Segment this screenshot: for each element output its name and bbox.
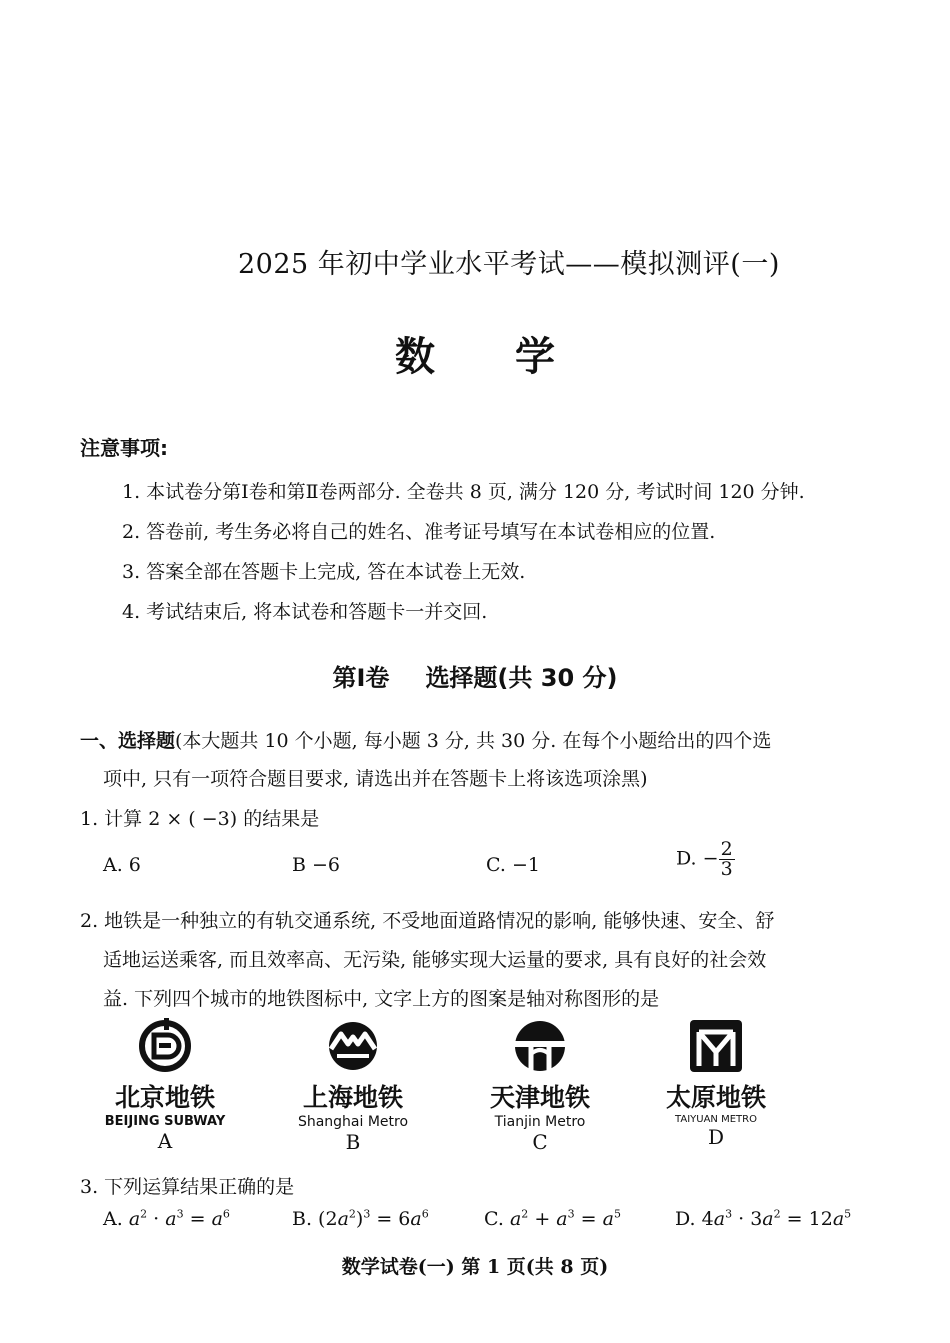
exam-title: 2025 年初中学业水平考试——模拟测评(一)	[238, 249, 780, 280]
q3-option-a-label: A.	[103, 1208, 123, 1230]
logo-option-a	[95, 1018, 235, 1153]
q3-option-d-label: D.	[675, 1208, 696, 1230]
q3-option-c: C. $a^2 + a^3 = a^5$	[484, 1207, 621, 1230]
q1-option-d-fraction	[719, 840, 735, 879]
logo-c-letter: C	[532, 1130, 548, 1154]
q3-option-b-label: B.	[292, 1208, 313, 1230]
q1-option-d-prefix: D. −	[676, 847, 719, 870]
logo-b-english: Shanghai Metro	[297, 1114, 409, 1130]
logo-c-chinese: 天津地铁	[489, 1083, 590, 1112]
q3-option-a: A. $a^2 \cdot a^3 = a^6$	[103, 1207, 230, 1230]
section-heading: 选择题(共 30 分)	[425, 664, 618, 692]
notes-heading: 注意事项:	[80, 436, 168, 460]
taiyuan-metro-icon	[686, 1018, 746, 1074]
note-item: 3. 答案全部在答题卡上完成, 答在本试卷上无效.	[122, 561, 526, 583]
note-item: 2. 答卷前, 考生务必将自己的姓名、准考证号填写在本试卷相应的位置.	[122, 521, 716, 543]
fraction-denominator: 3	[720, 858, 733, 880]
logo-b-letter: B	[345, 1130, 361, 1154]
logo-d-chinese: 太原地铁	[665, 1083, 766, 1112]
tianjin-metro-icon	[510, 1018, 570, 1074]
logo-a-chinese: 北京地铁	[114, 1083, 215, 1112]
logo-option-b	[283, 1018, 423, 1154]
logo-b-chinese: 上海地铁	[302, 1083, 403, 1112]
q3-option-b: B. $(2a^2)^3 = 6a^6$	[292, 1207, 429, 1230]
q3-stem: 3. 下列运算结果正确的是	[80, 1176, 295, 1198]
q1-option-c: C. −1	[486, 854, 540, 876]
logo-option-d	[646, 1018, 786, 1149]
q2-stem-line3: 益. 下列四个城市的地铁图标中, 文字上方的图案是轴对称图形的是	[103, 988, 660, 1010]
fraction-numerator: 2	[720, 838, 733, 860]
page-footer: 数学试卷(一) 第 1 页(共 8 页)	[341, 1256, 609, 1278]
q1-option-a: A. 6	[103, 854, 141, 876]
q2-stem-line1: 2. 地铁是一种独立的有轨交通系统, 不受地面道路情况的影响, 能够快速、安全、舒	[80, 910, 775, 932]
q1-option-d	[676, 840, 735, 879]
logo-d-english: TAIYUAN METRO	[675, 1114, 757, 1125]
part1-desc-line1: (本大题共 10 个小题, 每小题 3 分, 共 30 分. 在每个小题给出的四个选	[175, 730, 772, 752]
part1-instruction	[80, 726, 771, 753]
subject-title: 数学	[395, 333, 635, 380]
logo-c-english: Tianjin Metro	[494, 1114, 586, 1130]
shanghai-metro-icon	[323, 1018, 383, 1074]
part1-label: 一、选择题	[80, 730, 176, 752]
q1-option-b: B −6	[292, 854, 341, 876]
q2-stem-line2: 适地运送乘客, 而且效率高、无污染, 能够实现大运量的要求, 具有良好的社会效	[103, 949, 767, 971]
note-item: 1. 本试卷分第Ⅰ卷和第Ⅱ卷两部分. 全卷共 8 页, 满分 120 分, 考试时间 120 分钟.	[122, 481, 805, 503]
logo-a-english: BEIJING SUBWAY	[104, 1114, 226, 1129]
logo-a-letter: A	[157, 1129, 173, 1153]
section-title	[0, 658, 950, 693]
part1-desc-line2: 项中, 只有一项符合题目要求, 请选出并在答题卡上将该选项涂黑)	[103, 768, 648, 790]
beijing-subway-icon	[135, 1018, 195, 1074]
q3-option-d: D. $4a^3 \cdot 3a^2 = 12a^5$	[675, 1207, 852, 1230]
q1-stem: 1. 计算 2 × ( −3) 的结果是	[80, 808, 320, 830]
section-label: 第Ⅰ卷	[332, 664, 390, 692]
logo-option-c	[470, 1018, 610, 1154]
logo-d-letter: D	[707, 1125, 725, 1149]
note-item: 4. 考试结束后, 将本试卷和答题卡一并交回.	[122, 601, 488, 623]
q3-option-c-label: C.	[484, 1208, 504, 1230]
